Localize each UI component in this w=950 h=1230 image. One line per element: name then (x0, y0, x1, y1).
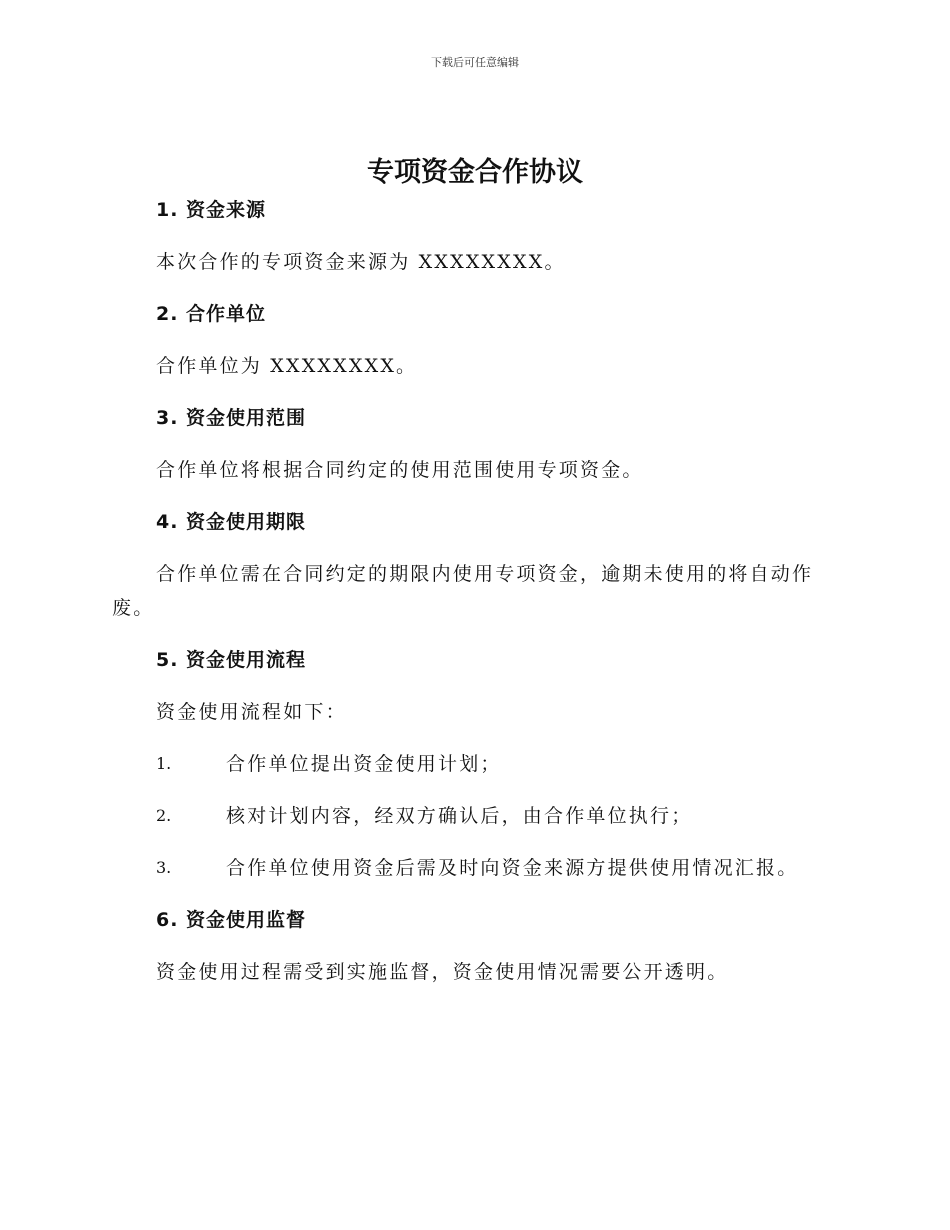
header-note: 下载后可任意编辑 (431, 56, 519, 69)
list-item (112, 747, 832, 781)
section-usage-scope (112, 401, 832, 487)
list-text: 合作单位使用资金后需及时向资金来源方提供使用情况汇报。 (226, 857, 799, 879)
list-text: 合作单位提出资金使用计划； (226, 753, 502, 775)
list-item (112, 851, 832, 885)
section-partner (112, 297, 832, 383)
list-number: 1. (156, 754, 172, 773)
list-number: 3. (156, 858, 172, 877)
section-usage-process (112, 643, 832, 885)
section-funding-source (112, 193, 832, 279)
section-paragraph: 合作单位将根据合同约定的使用范围使用专项资金。 (156, 459, 644, 481)
section-paragraph: 合作单位需在合同约定的期限内使用专项资金，逾期未使用的将自动作废。 (112, 563, 814, 619)
section-usage-supervision (112, 903, 832, 989)
document-body (112, 193, 832, 1007)
section-paragraph: 本次合作的专项资金来源为 XXXXXXXX。 (156, 251, 566, 273)
section-heading: 2. 合作单位 (156, 303, 267, 325)
section-paragraph: 资金使用流程如下： (156, 701, 347, 723)
list-text: 核对计划内容，经双方确认后，由合作单位执行； (226, 805, 693, 827)
section-heading: 6. 资金使用监督 (156, 909, 307, 931)
section-heading: 4. 资金使用期限 (156, 511, 307, 533)
section-heading: 3. 资金使用范围 (156, 407, 307, 429)
section-usage-period (112, 505, 832, 625)
section-paragraph: 合作单位为 XXXXXXXX。 (156, 355, 418, 377)
document-title: 专项资金合作协议 (367, 157, 583, 188)
list-number: 2. (156, 806, 172, 825)
section-heading: 5. 资金使用流程 (156, 649, 307, 671)
section-paragraph: 资金使用过程需受到实施监督，资金使用情况需要公开透明。 (156, 961, 729, 983)
section-heading: 1. 资金来源 (156, 199, 267, 221)
list-item (112, 799, 832, 833)
